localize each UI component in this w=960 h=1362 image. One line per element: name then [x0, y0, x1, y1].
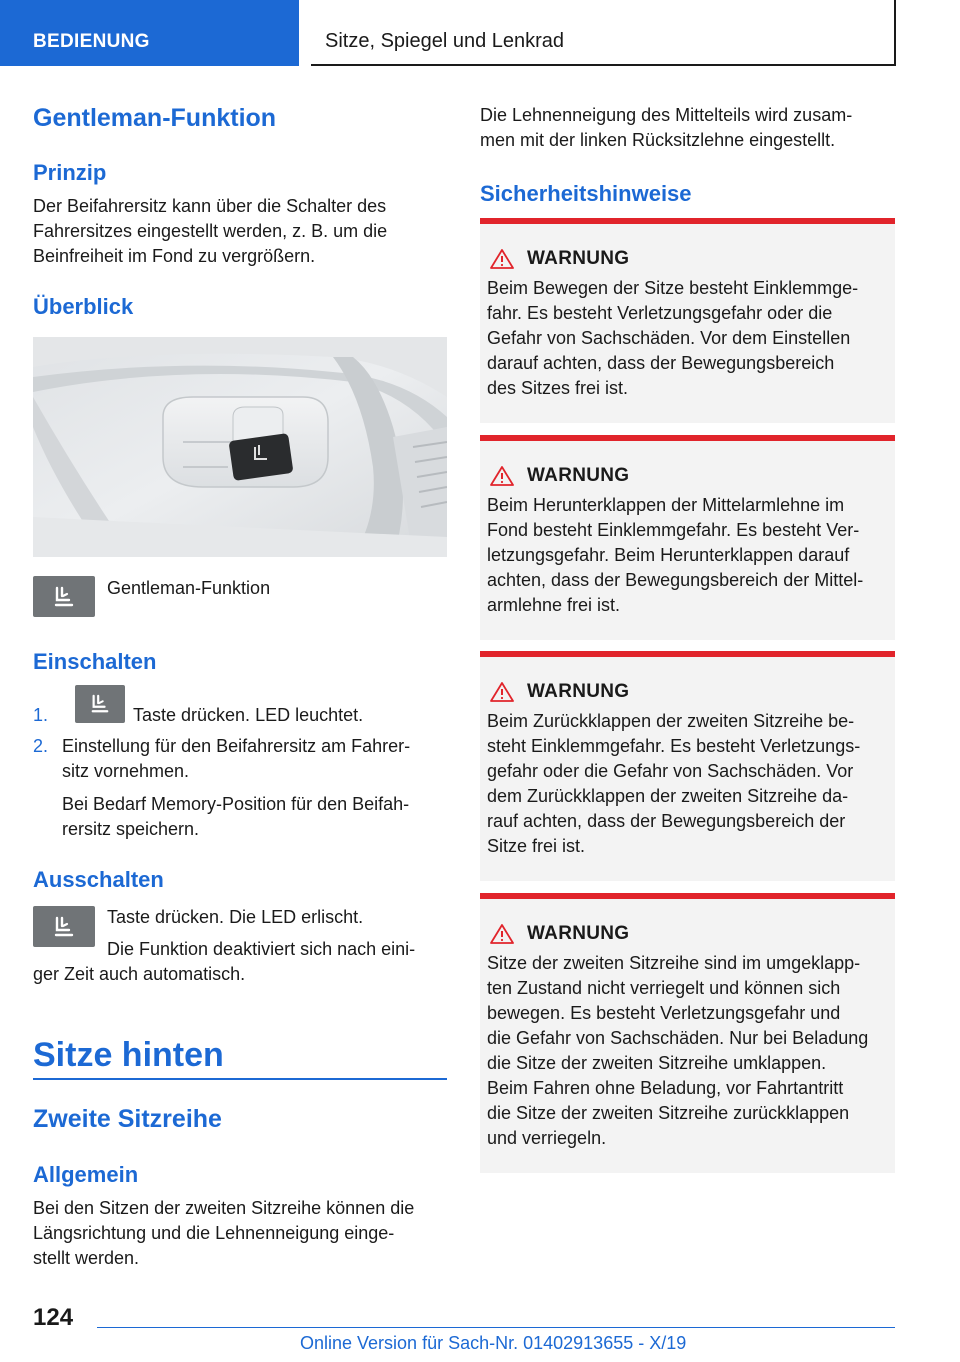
- warning-triangle-icon: [489, 248, 515, 270]
- step-2-extra-line: Bei Bedarf Memory-Position für den Beifah-: [62, 794, 410, 814]
- prinzip-line: Beinfreiheit im Fond zu vergrößern.: [33, 246, 316, 266]
- warning-line: ten Zustand nicht verriegelt und können sich: [487, 978, 841, 998]
- warning-line: Gefahr von Sachschäden. Vor dem Einstellen: [487, 328, 851, 348]
- warning-box-4: [480, 893, 895, 1173]
- heading-gentleman: Gentleman-Funktion: [33, 104, 277, 132]
- intro-line: Die Lehnenneigung des Mittelteils wird zusam-: [480, 105, 853, 125]
- warning-label: WARNUNG: [527, 465, 630, 486]
- footer-rule: [97, 1327, 895, 1328]
- prinzip-line: Der Beifahrersitz kann über die Schalter des: [33, 196, 387, 216]
- warning-line: Fond besteht Einklemmgefahr. Es besteht Ver-: [487, 520, 860, 540]
- warning-line: dem Zurückklappen der zweiten Sitzreihe da-: [487, 786, 849, 806]
- step-2-line: Einstellung für den Beifahrersitz am Fahrer-: [62, 736, 411, 756]
- ausschalten-line-1: Taste drücken. Die LED erlischt.: [107, 907, 364, 927]
- warning-text: [487, 493, 887, 618]
- step-2-text: [62, 734, 452, 784]
- heading-zweite-sitzreihe: Zweite Sitzreihe: [33, 1105, 222, 1133]
- gentleman-button-icon: [75, 685, 125, 723]
- warning-line: rauf achten, dass der Bewegungsbereich der: [487, 811, 846, 831]
- warning-line: die Gefahr von Sachschäden. Nur bei Beladung: [487, 1028, 869, 1048]
- allgemein-line: stellt werden.: [33, 1248, 140, 1268]
- image-caption: Gentleman-Funktion: [107, 578, 271, 598]
- warning-box-1: [480, 218, 895, 423]
- allgemein-line: Längsrichtung und die Lehnenneigung einge-: [33, 1223, 395, 1243]
- warning-line: armlehne frei ist.: [487, 595, 621, 615]
- warning-title: [489, 248, 887, 270]
- warning-text: [487, 951, 887, 1151]
- heading-allgemein: Allgemein: [33, 1162, 139, 1187]
- warning-line: darauf achten, dass der Bewegungsbereich: [487, 353, 835, 373]
- step-1-text: Taste drücken. LED leuchtet.: [133, 705, 364, 725]
- allgemein-line: Bei den Sitzen der zweiten Sitzreihe können die: [33, 1198, 415, 1218]
- warning-label: WARNUNG: [527, 681, 630, 702]
- footer-text: Online Version für Sach-Nr. 01402913655 - X/19: [300, 1333, 687, 1353]
- heading-sitze-hinten: Sitze hinten: [33, 1036, 224, 1074]
- section-tab: BEDIENUNG: [0, 0, 299, 66]
- chapter-title: Sitze, Spiegel und Lenkrad: [311, 0, 896, 66]
- step-number: 2.: [33, 736, 49, 756]
- ausschalten-line-3: ger Zeit auch automatisch.: [33, 964, 246, 984]
- intro-line: men mit der linken Rücksitzlehne eingestellt.: [480, 130, 836, 150]
- step-2-extra-line: rersitz speichern.: [62, 819, 200, 839]
- heading-ueberblick: Überblick: [33, 294, 134, 319]
- warning-triangle-icon: [489, 923, 515, 945]
- warning-line: bewegen. Es besteht Verletzungsgefahr und: [487, 1003, 841, 1023]
- warning-line: Beim Fahren ohne Beladung, vor Fahrtantritt: [487, 1078, 844, 1098]
- ausschalten-line-2: Die Funktion deaktiviert sich nach eini-: [107, 939, 416, 959]
- warning-label: WARNUNG: [527, 923, 630, 944]
- intro-text: [480, 103, 900, 153]
- warning-line: die Sitze der zweiten Sitzreihe umklappen.: [487, 1053, 827, 1073]
- warning-line: Beim Bewegen der Sitze besteht Einklemmge-: [487, 278, 859, 298]
- heading-ausschalten: Ausschalten: [33, 867, 164, 892]
- warning-line: Beim Herunterklappen der Mittelarmlehne im: [487, 495, 845, 515]
- step-number: 1.: [33, 705, 49, 725]
- allgemein-text: [33, 1196, 453, 1271]
- warning-line: Sitze frei ist.: [487, 836, 586, 856]
- step-2-extra: [62, 792, 452, 842]
- warning-text: [487, 709, 887, 859]
- warning-line: steht Einklemmgefahr. Es besteht Verletzungs-: [487, 736, 861, 756]
- warning-triangle-icon: [489, 681, 515, 703]
- gentleman-button-icon: [33, 906, 95, 947]
- seat-switch-photo: [33, 337, 447, 557]
- prinzip-line: Fahrersitzes eingestellt werden, z. B. um die: [33, 221, 388, 241]
- step-2-line: sitz vornehmen.: [62, 761, 190, 781]
- warning-text: [487, 276, 887, 401]
- heading-einschalten: Einschalten: [33, 649, 157, 674]
- warning-title: [489, 923, 887, 945]
- warning-line: letzungsgefahr. Beim Herunterklappen darauf: [487, 545, 850, 565]
- warning-line: Beim Zurückklappen der zweiten Sitzreihe be-: [487, 711, 855, 731]
- warning-title: [489, 681, 887, 703]
- warning-box-2: [480, 435, 895, 640]
- warning-box-3: [480, 651, 895, 881]
- warning-line: Sitze der zweiten Sitzreihe sind im umgeklapp-: [487, 953, 861, 973]
- prinzip-text: [33, 194, 453, 269]
- heading-sicherheitshinweise: Sicherheitshinweise: [480, 181, 692, 206]
- warning-label: WARNUNG: [527, 248, 630, 269]
- warning-triangle-icon: [489, 465, 515, 487]
- warning-line: achten, dass der Bewegungsbereich der Mittel-: [487, 570, 864, 590]
- warning-title: [489, 465, 887, 487]
- page-number: 124: [33, 1304, 74, 1331]
- warning-line: gefahr oder die Gefahr von Sachschäden. Vor: [487, 761, 854, 781]
- warning-line: fahr. Es besteht Verletzungsgefahr oder die: [487, 303, 833, 323]
- warning-line: des Sitzes frei ist.: [487, 378, 629, 398]
- heading-prinzip: Prinzip: [33, 160, 107, 185]
- warning-line: und verriegeln.: [487, 1128, 607, 1148]
- warning-line: die Sitze der zweiten Sitzreihe zurückklappen: [487, 1103, 850, 1123]
- gentleman-button-icon: [33, 576, 95, 617]
- heading-rule: [33, 1078, 447, 1080]
